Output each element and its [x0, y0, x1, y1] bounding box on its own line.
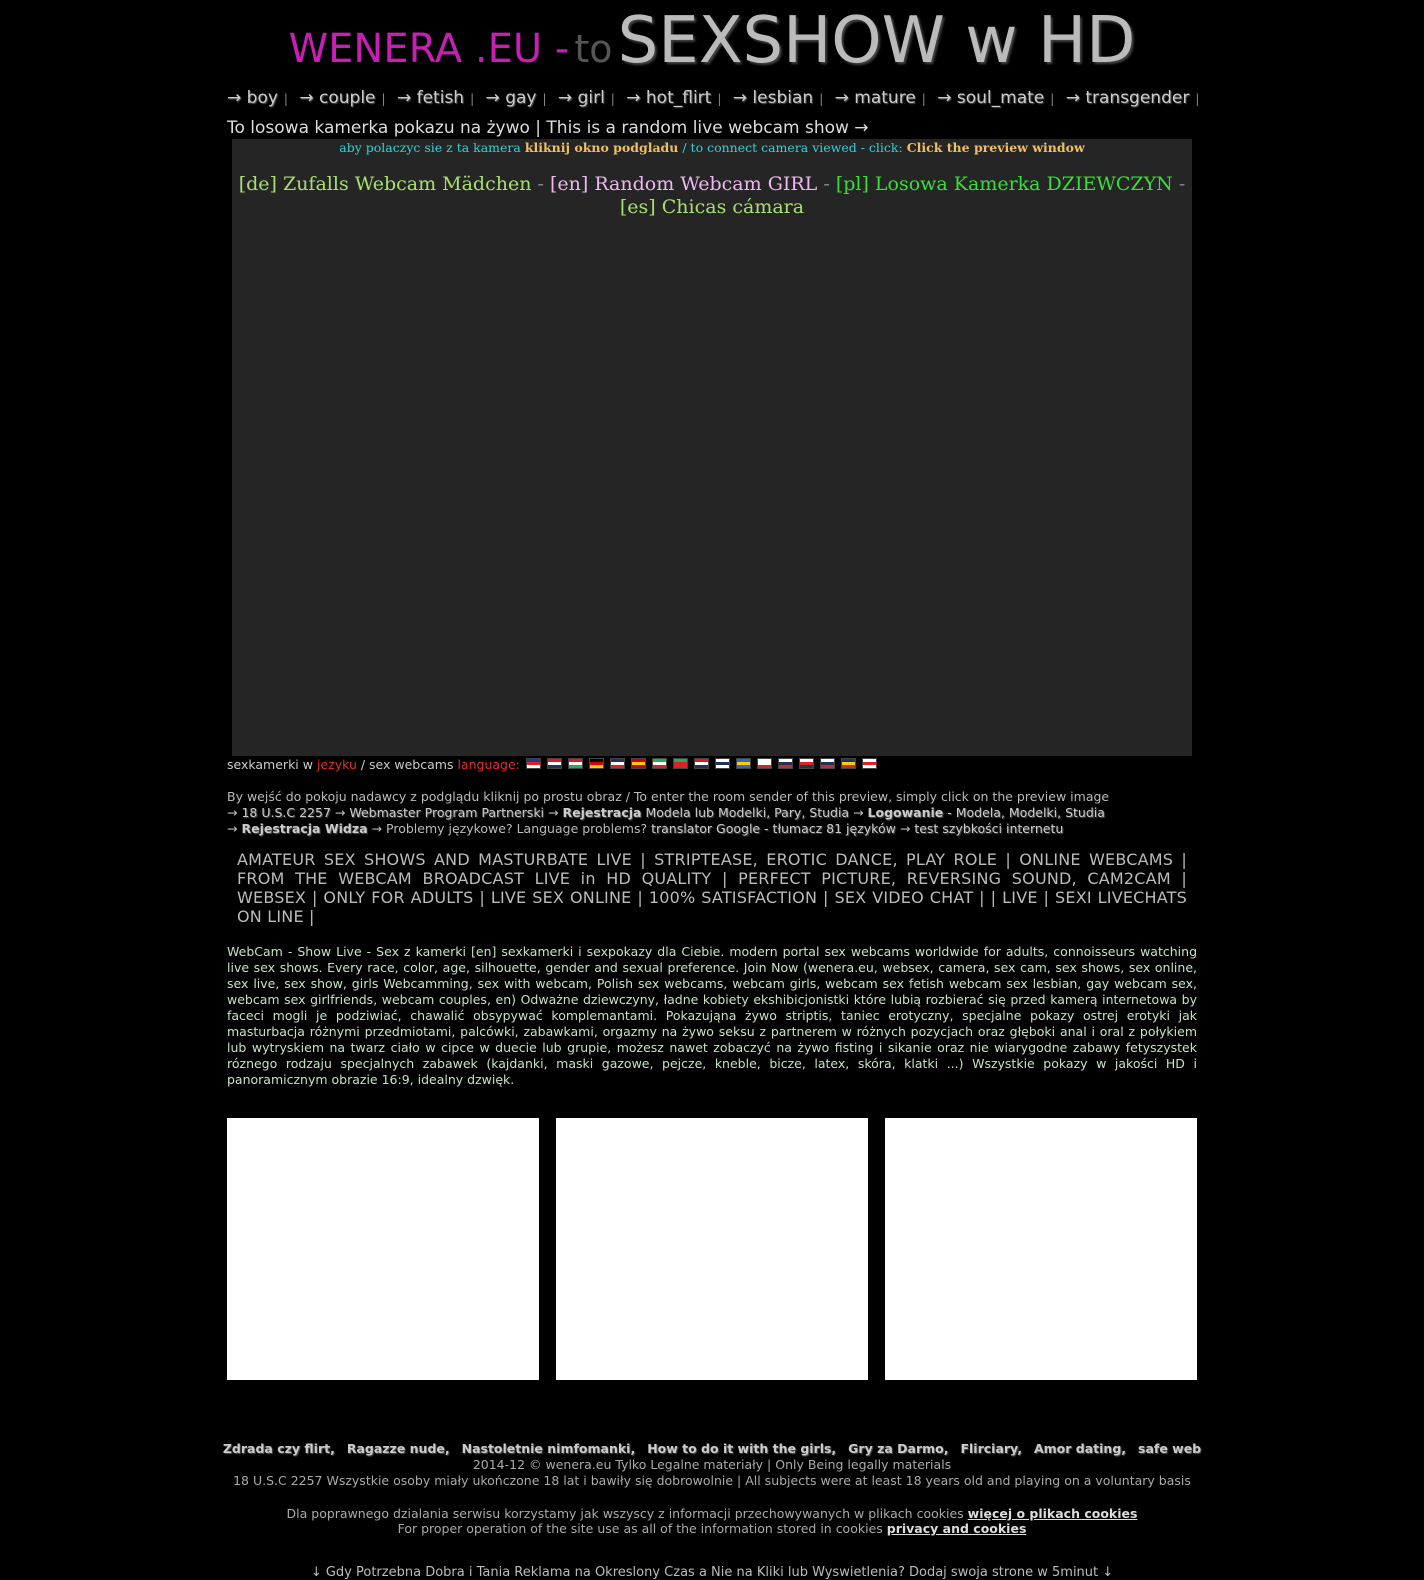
random-webcam-label: To losowa kamerka pokazu na żywo | This is a random live webcam show → — [227, 118, 869, 138]
preview-window[interactable] — [232, 139, 1192, 756]
arrow: → — [899, 821, 911, 836]
click-preview-pl[interactable]: kliknij okno podgladu — [524, 140, 679, 155]
language-problems-text: Problemy językowe? Language problems? — [386, 821, 648, 836]
nav-girl[interactable]: → girl — [557, 88, 605, 108]
register-model-link[interactable] — [562, 805, 849, 820]
ru-flag[interactable] — [778, 758, 793, 769]
lang-pl-label: [pl] Losowa Kamerka DZIEWCZYN — [835, 173, 1173, 195]
enter-info — [227, 789, 1207, 837]
ad-box-3[interactable] — [885, 1118, 1197, 1380]
footer — [0, 1441, 1424, 1580]
header-title: SEXSHOW w HD — [617, 4, 1136, 78]
login-bold: Logowanie — [867, 805, 944, 820]
se-flag[interactable] — [736, 758, 751, 769]
links-row-2 — [227, 821, 1207, 837]
language-row — [227, 757, 877, 772]
uk-flag[interactable] — [526, 758, 541, 769]
nav-fetish[interactable]: → fetish — [396, 88, 465, 108]
arrow: → — [334, 805, 346, 820]
nav-boy[interactable]: → boy — [227, 88, 278, 108]
arrow: → — [371, 821, 383, 836]
arrow: → — [227, 805, 238, 820]
nav-separator: | — [921, 92, 926, 106]
footer-link[interactable]: Nastoletnie nimfomanki, — [461, 1441, 636, 1456]
login-rest: - Modela, Modelki, Studia — [947, 805, 1105, 820]
hu-flag[interactable] — [568, 758, 583, 769]
connect-info-pl: aby polaczyc sie z ta kamera — [339, 140, 521, 155]
pl-flag[interactable] — [757, 758, 772, 769]
nav-separator: | — [381, 92, 386, 106]
ad-box-1[interactable] — [227, 1118, 539, 1380]
nav-soul-mate[interactable]: → soul_mate — [937, 88, 1045, 108]
links-row-1 — [227, 805, 1207, 821]
promo-banner-text: AMATEUR SEX SHOWS AND MASTURBATE LIVE | STRIPTEASE, EROTIC DANCE, PLAY ROLE | ONLINE WEBCAMS | FROM THE WEBCAM BROADCAST LIVE in HD QUALITY | PERFECT PICTURE, REVERSING SOUND, CAM2CAM | WEBSEX | ONLY FOR ADULTS | LIVE SEX ONLINE | 100% SATISFACTION | SEX VIDEO CHAT | | LIVE | SEXI LIVECHATS ON LINE | — [237, 850, 1187, 926]
click-preview-en[interactable]: Click the preview window — [906, 140, 1085, 155]
de-flag[interactable] — [589, 758, 604, 769]
site-description: WebCam - Show Live - Sex z kamerki [en] sexkamerki i sexpokazy dla Ciebie. modern portal sex webcams worldwide for adults, connoisseurs watching live sex shows. Every race, color, age, silhouette, gender and sexual preference. Join Now (wenera.eu, websex, camera, sex cam, sex shows, sex online, sex live, sex show, girls Webcamming, sex with webcam, Polish sex webcams, webcam girls, webcam sex fetish webcam sex lesbian, gay webcam sex, webcam sex girlfriends, webcam couples, en) Odważne dziewczyny, ładne kobiety ekshibicjonistki które lubią rozbierać się przed kamerą internetowa by faceci mogli je podziwiać, chawalić obsypywać komplemantami. Pokazująna żywo striptis, taniec erotyczny, specjalne pokazy ostrej erotyki jak masturbacja różnymi przedmiotami, palcówki, zabawkami, orgazmy na żywo seksu z partnerem w różnych pozycjach oraz głęboki anal i oral z połykiem lub wytryskiem na twarz ciało w cipce w duecie lub grupie, możesz nawet zobaczyć na żywo fisting i sikanie oraz nie wiarygodne zabawy fetyszystek róznego rodzaju specjalnych zabawek (kajdanki, maski gazowe, pejcze, kneble, bicze, latex, skóra, klatki ...) Wszystkie pokazy w jakości HD i panoramicznym obrazie 16:9, idealny dzwięk. — [227, 944, 1197, 1087]
ad-box-2[interactable] — [556, 1118, 868, 1380]
nav-separator: | — [542, 92, 547, 106]
cz-flag[interactable] — [799, 758, 814, 769]
footer-link[interactable]: Zdrada czy flirt, — [222, 1441, 335, 1456]
ad-note[interactable]: ↓ Gdy Potrzebna Dobra i Tania Reklama na Okreslony Czas a Nie na Kliki lub Wyswietlenia? Dodaj swoja strone w 5minut ↓ — [310, 1565, 1114, 1580]
cookies-pl-link[interactable]: więcej o plikach cookies — [967, 1506, 1138, 1521]
nav-mature[interactable]: → mature — [834, 88, 916, 108]
cookies-pl-text: Dla poprawnego dzialania serwisu korzystamy jak wszyscy z informacji przechowywanych w plikach cookies — [286, 1506, 964, 1521]
cookies-pl — [0, 1506, 1424, 1521]
nav-couple[interactable]: → couple — [299, 88, 376, 108]
language-text: sexkamerki w — [227, 757, 313, 772]
register-bold: Rejestracja — [562, 805, 642, 820]
nav-separator: | — [610, 92, 615, 106]
dash: - — [1178, 173, 1186, 195]
language-word-pl: jezyku — [316, 757, 357, 772]
fr-flag[interactable] — [610, 758, 625, 769]
it-flag[interactable] — [652, 758, 667, 769]
footer-link[interactable]: Ragazze nude, — [346, 1441, 450, 1456]
register-rest: Modela lub Modelki, Pary, Studia — [645, 805, 850, 820]
footer-links — [0, 1441, 1424, 1456]
usc-note: 18 U.S.C 2257 Wszystkie osoby miały ukończone 18 lat i bawiły się dobrowolnie | All subjects were at least 18 years old and playing on a voluntary basis — [233, 1473, 1191, 1488]
lang-en-label: [en] Random Webcam GIRL — [549, 173, 818, 195]
lang-es-label: [es] Chicas cámara — [619, 196, 805, 218]
nav-gay[interactable]: → gay — [485, 88, 537, 108]
footer-link[interactable]: Gry za Darmo, — [848, 1441, 949, 1456]
category-nav — [227, 88, 1205, 108]
cookies-en-link[interactable]: privacy and cookies — [886, 1521, 1027, 1536]
webmaster-link[interactable]: Webmaster Program Partnerski — [349, 805, 545, 820]
nav-separator: | — [717, 92, 722, 106]
nav-hot-flirt[interactable]: → hot_flirt — [626, 88, 712, 108]
nav-transgender[interactable]: → transgender — [1065, 88, 1190, 108]
jp-flag[interactable] — [862, 758, 877, 769]
language-word-en: language: — [457, 757, 520, 772]
site-logo-text[interactable]: WENERA .EU - — [288, 26, 570, 72]
es-flag[interactable] — [631, 758, 646, 769]
connect-info-en: / to connect camera viewed - click: — [682, 140, 903, 155]
site-header — [0, 4, 1424, 78]
nl-flag[interactable] — [694, 758, 709, 769]
language-headline — [232, 173, 1192, 219]
nav-separator: | — [1050, 92, 1055, 106]
dash: - — [537, 173, 544, 195]
nav-separator: | — [283, 92, 288, 106]
usc-2257-link[interactable]: 18 U.S.C 2257 — [241, 805, 331, 820]
register-viewer-label: Rejestracja Widza — [241, 821, 368, 836]
arrow: → — [853, 805, 864, 820]
register-viewer-link[interactable] — [241, 821, 367, 836]
nav-lesbian[interactable]: → lesbian — [732, 88, 814, 108]
nav-separator: | — [470, 92, 475, 106]
language-text-en: / sex webcams — [360, 757, 454, 772]
arrow: → — [227, 821, 238, 836]
connect-info — [232, 139, 1192, 155]
ro-flag[interactable] — [841, 758, 856, 769]
sk-flag[interactable] — [820, 758, 835, 769]
footer-link[interactable]: safe web — [1138, 1441, 1202, 1456]
fi-flag[interactable] — [715, 758, 730, 769]
login-link[interactable] — [868, 805, 1105, 820]
lang-de-label: [de] Zufalls Webcam Mädchen — [238, 173, 532, 195]
us-flag[interactable] — [547, 758, 562, 769]
footer-link[interactable]: Flirciary, — [960, 1441, 1022, 1456]
header-to: to — [574, 27, 613, 71]
pt-flag[interactable] — [673, 758, 688, 769]
footer-link[interactable]: How to do it with the girls, — [647, 1441, 837, 1456]
language-flags — [520, 757, 877, 772]
enter-instructions: By wejść do pokoju nadawcy z podglądu kliknij po prostu obraz / To enter the room sender of this preview, simply click on the preview image — [227, 789, 1110, 804]
dash: - — [823, 173, 830, 195]
nav-separator: | — [819, 92, 824, 106]
nav-separator: | — [1195, 92, 1200, 106]
translator-link[interactable]: translator Google - tłumacz 81 języków — [651, 821, 896, 836]
arrow: → — [548, 805, 559, 820]
cookies-en — [0, 1521, 1424, 1536]
cookies-en-text: For proper operation of the site use as all of the information stored in cookies — [397, 1521, 883, 1536]
footer-link[interactable]: Amor dating, — [1033, 1441, 1127, 1456]
copyright: 2014-12 © wenera.eu Tylko Legalne materiały | Only Being legally materials — [472, 1457, 952, 1472]
speedtest-link[interactable]: test szybkości internetu — [914, 821, 1064, 836]
